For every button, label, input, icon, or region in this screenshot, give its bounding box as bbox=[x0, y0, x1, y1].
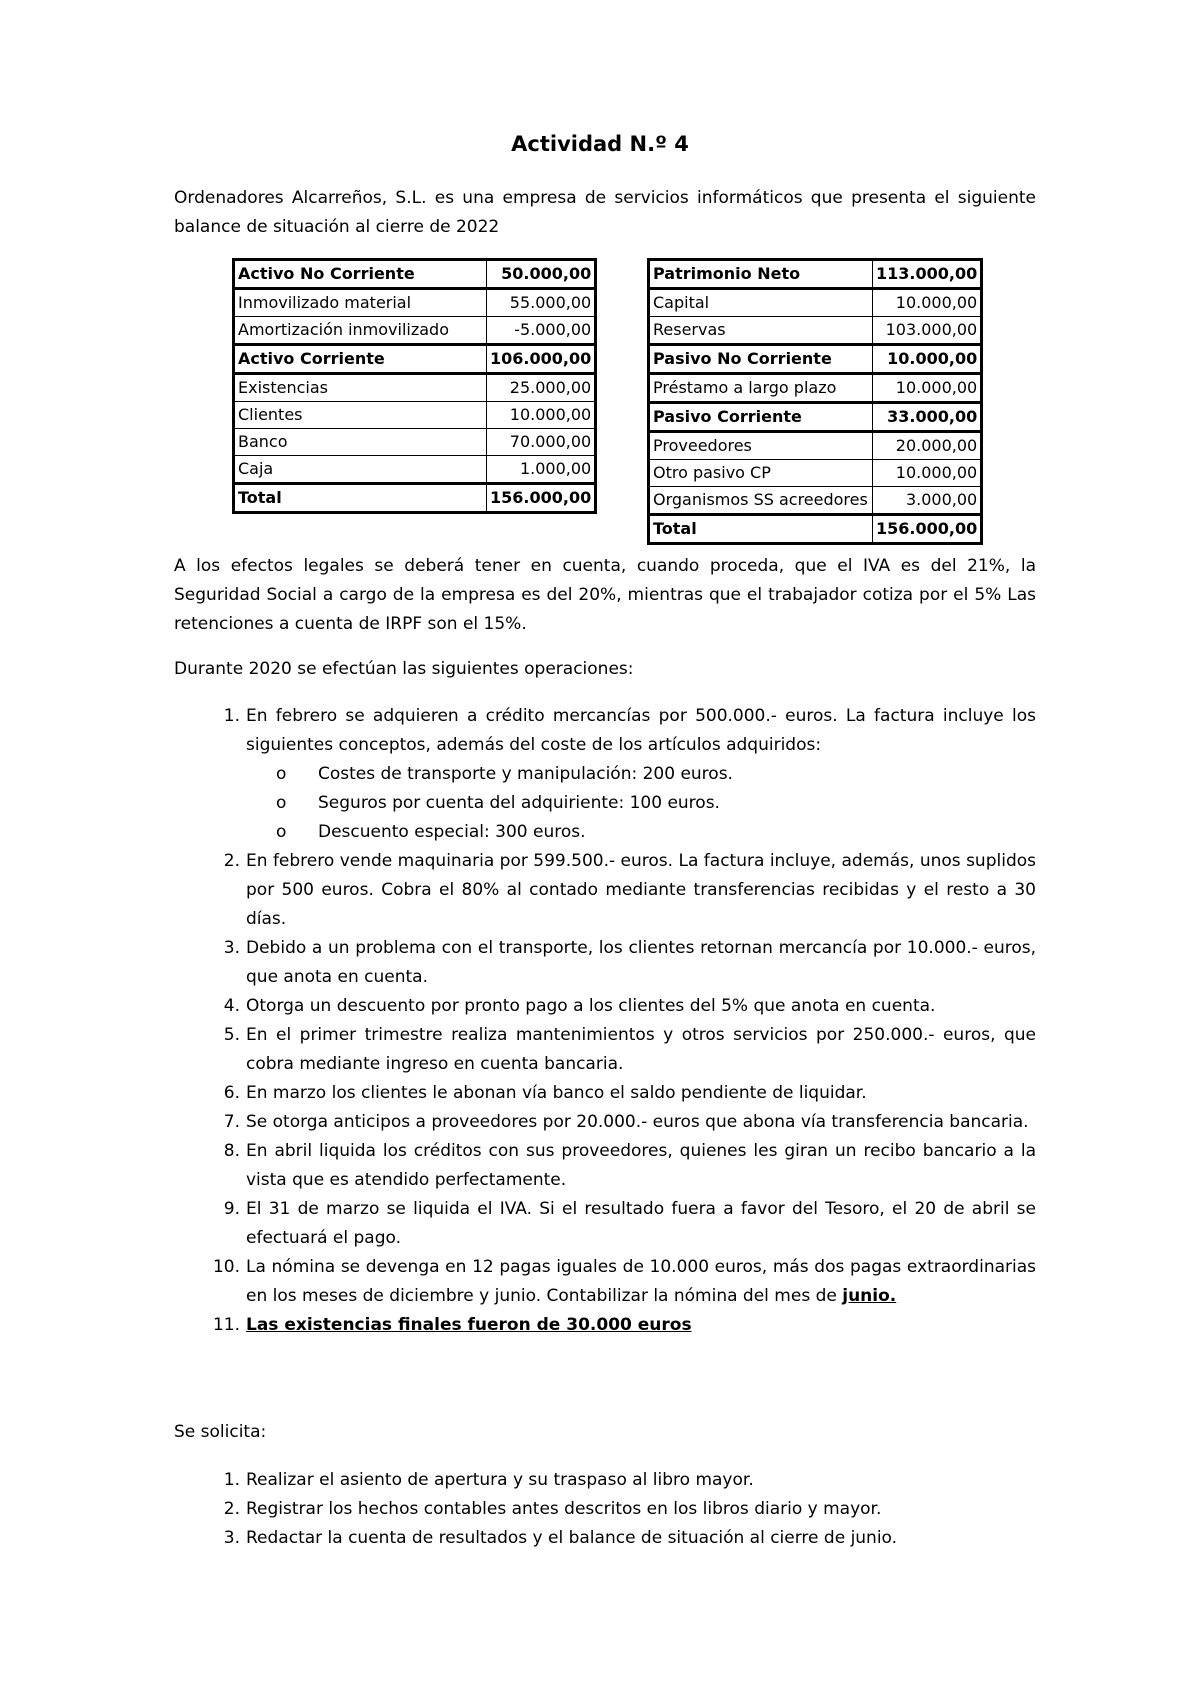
row-value: 33.000,00 bbox=[873, 403, 982, 432]
row-label: Capital bbox=[649, 289, 873, 317]
sub-list-item bbox=[246, 760, 1036, 789]
row-label: Proveedores bbox=[649, 432, 873, 460]
table-row bbox=[234, 456, 596, 484]
list-number: 3. bbox=[223, 938, 240, 958]
row-value: -5.000,00 bbox=[487, 317, 596, 345]
sub-item-text: Descuento especial: 300 euros. bbox=[318, 822, 586, 842]
sub-list-item bbox=[246, 789, 1036, 818]
row-label: Total bbox=[234, 484, 487, 513]
table-row bbox=[234, 484, 596, 513]
list-text: Otorga un descuento por pronto pago a los clientes del 5% que anota en cuenta. bbox=[246, 996, 936, 1016]
list-number: 11. bbox=[212, 1315, 240, 1335]
table-row bbox=[649, 515, 982, 544]
row-value: 25.000,00 bbox=[487, 374, 596, 402]
table-row bbox=[234, 317, 596, 345]
table-row bbox=[649, 345, 982, 374]
list-item bbox=[174, 1495, 1036, 1524]
list-item bbox=[174, 1195, 1036, 1253]
row-label: Activo Corriente bbox=[234, 345, 487, 374]
row-value: 156.000,00 bbox=[487, 484, 596, 513]
table-row bbox=[649, 289, 982, 317]
list-number: 5. bbox=[223, 1025, 240, 1045]
list-item bbox=[174, 1079, 1036, 1108]
row-label: Reservas bbox=[649, 317, 873, 345]
list-number: 7. bbox=[223, 1112, 240, 1132]
list-number: 8. bbox=[223, 1141, 240, 1161]
row-value: 50.000,00 bbox=[487, 260, 596, 289]
table-row bbox=[649, 403, 982, 432]
table-row bbox=[234, 289, 596, 317]
list-text: Redactar la cuenta de resultados y el balance de situación al cierre de junio. bbox=[246, 1528, 898, 1548]
sub-item-text: Seguros por cuenta del adquiriente: 100 euros. bbox=[318, 793, 720, 813]
row-value: 10.000,00 bbox=[873, 374, 982, 403]
table-row bbox=[649, 374, 982, 403]
row-value: 70.000,00 bbox=[487, 429, 596, 456]
list-number: 4. bbox=[223, 996, 240, 1016]
list-text: En el primer trimestre realiza mantenimientos y otros servicios por 250.000.- euros, que cobra mediante ingreso en cuenta bancaria. bbox=[246, 1025, 1036, 1074]
list-item bbox=[174, 992, 1036, 1021]
list-item bbox=[174, 1108, 1036, 1137]
list-item bbox=[174, 1137, 1036, 1195]
row-label: Activo No Corriente bbox=[234, 260, 487, 289]
balance-table-assets bbox=[232, 258, 597, 514]
table-row bbox=[649, 317, 982, 345]
list-item bbox=[174, 1311, 1036, 1340]
row-value: 1.000,00 bbox=[487, 456, 596, 484]
balance-table-liabilities bbox=[647, 258, 983, 545]
emphasis-text: junio. bbox=[842, 1286, 897, 1306]
table-row bbox=[234, 260, 596, 289]
table-row bbox=[234, 402, 596, 429]
list-number: 3. bbox=[223, 1528, 240, 1548]
row-value: 10.000,00 bbox=[873, 460, 982, 487]
row-label: Pasivo No Corriente bbox=[649, 345, 873, 374]
table-row bbox=[234, 374, 596, 402]
row-value: 10.000,00 bbox=[873, 345, 982, 374]
list-number: 10. bbox=[212, 1257, 240, 1277]
row-value: 20.000,00 bbox=[873, 432, 982, 460]
bullet: o bbox=[276, 822, 287, 842]
request-intro: Se solicita: bbox=[174, 1422, 267, 1442]
operations-intro: Durante 2020 se efectúan las siguientes operaciones: bbox=[174, 659, 634, 679]
sub-list-item bbox=[246, 818, 1036, 847]
row-label: Banco bbox=[234, 429, 487, 456]
list-text: En febrero vende maquinaria por 599.500.- euros. La factura incluye, además, unos suplidos por 500 euros. Cobra el 80% al contado mediante transferencias recibidas y el resto a 30 días. bbox=[246, 851, 1036, 929]
list-number: 2. bbox=[223, 1499, 240, 1519]
row-value: 103.000,00 bbox=[873, 317, 982, 345]
list-text: En marzo los clientes le abonan vía banco el saldo pendiente de liquidar. bbox=[246, 1083, 867, 1103]
operations-list bbox=[174, 702, 1036, 1340]
row-label: Organismos SS acreedores bbox=[649, 487, 873, 515]
row-value: 106.000,00 bbox=[487, 345, 596, 374]
bullet: o bbox=[276, 764, 287, 784]
list-text: Registrar los hechos contables antes descritos en los libros diario y mayor. bbox=[246, 1499, 882, 1519]
list-text: En abril liquida los créditos con sus proveedores, quienes les giran un recibo bancario a la vista que es atendido perfectamente. bbox=[246, 1141, 1036, 1190]
row-label: Patrimonio Neto bbox=[649, 260, 873, 289]
row-label: Amortización inmovilizado bbox=[234, 317, 487, 345]
table-row bbox=[649, 260, 982, 289]
table-row bbox=[649, 487, 982, 515]
row-label: Clientes bbox=[234, 402, 487, 429]
table-row bbox=[649, 432, 982, 460]
list-number: 2. bbox=[223, 851, 240, 871]
list-item bbox=[174, 1253, 1036, 1311]
list-text: Se otorga anticipos a proveedores por 20.000.- euros que abona vía transferencia bancaria. bbox=[246, 1112, 1029, 1132]
list-item bbox=[174, 1524, 1036, 1553]
table-row bbox=[234, 345, 596, 374]
table-row bbox=[234, 429, 596, 456]
table-row bbox=[649, 460, 982, 487]
row-label: Otro pasivo CP bbox=[649, 460, 873, 487]
list-item bbox=[174, 1466, 1036, 1495]
legal-paragraph: A los efectos legales se deberá tener en cuenta, cuando proceda, que el IVA es del 21%, la Seguridad Social a cargo de la empresa es del 20%, mientras que el trabajador cotiza por el 5% Las retenciones a cuenta de IRPF son el 15%. bbox=[174, 556, 1036, 634]
sub-item-text: Costes de transporte y manipulación: 200 euros. bbox=[318, 764, 733, 784]
list-text: El 31 de marzo se liquida el IVA. Si el resultado fuera a favor del Tesoro, el 20 de abril se efectuará el pago. bbox=[246, 1199, 1036, 1248]
list-item bbox=[174, 702, 1036, 847]
list-text: Debido a un problema con el transporte, los clientes retornan mercancía por 10.000.- euros, que anota en cuenta. bbox=[246, 938, 1036, 987]
list-text: Realizar el asiento de apertura y su traspaso al libro mayor. bbox=[246, 1470, 754, 1490]
bullet: o bbox=[276, 793, 287, 813]
list-number: 9. bbox=[223, 1199, 240, 1219]
row-value: 156.000,00 bbox=[873, 515, 982, 544]
list-number: 1. bbox=[223, 706, 240, 726]
emphasis-text: Las existencias finales fueron de 30.000 euros bbox=[246, 1315, 692, 1335]
list-item bbox=[174, 934, 1036, 992]
sub-list bbox=[246, 760, 1036, 847]
row-value: 10.000,00 bbox=[487, 402, 596, 429]
list-item bbox=[174, 1021, 1036, 1079]
row-value: 10.000,00 bbox=[873, 289, 982, 317]
row-value: 3.000,00 bbox=[873, 487, 982, 515]
row-label: Total bbox=[649, 515, 873, 544]
list-text: La nómina se devenga en 12 pagas iguales de 10.000 euros, más dos pagas extraordinarias en los meses de diciembre y junio. Contabilizar la nómina del mes de bbox=[246, 1257, 1036, 1306]
row-label: Existencias bbox=[234, 374, 487, 402]
list-item bbox=[174, 847, 1036, 934]
row-label: Inmovilizado material bbox=[234, 289, 487, 317]
row-label: Pasivo Corriente bbox=[649, 403, 873, 432]
row-value: 113.000,00 bbox=[873, 260, 982, 289]
intro-paragraph: Ordenadores Alcarreños, S.L. es una empresa de servicios informáticos que presenta el siguiente balance de situación al cierre de 2022 bbox=[174, 188, 1036, 237]
row-label: Préstamo a largo plazo bbox=[649, 374, 873, 403]
requests-list bbox=[174, 1466, 1036, 1553]
page-title: Actividad N.º 4 bbox=[511, 132, 689, 156]
row-label: Caja bbox=[234, 456, 487, 484]
list-number: 6. bbox=[223, 1083, 240, 1103]
list-text: En febrero se adquieren a crédito mercancías por 500.000.- euros. La factura incluye los siguientes conceptos, además del coste de los artículos adquiridos: bbox=[246, 706, 1036, 755]
row-value: 55.000,00 bbox=[487, 289, 596, 317]
list-number: 1. bbox=[223, 1470, 240, 1490]
